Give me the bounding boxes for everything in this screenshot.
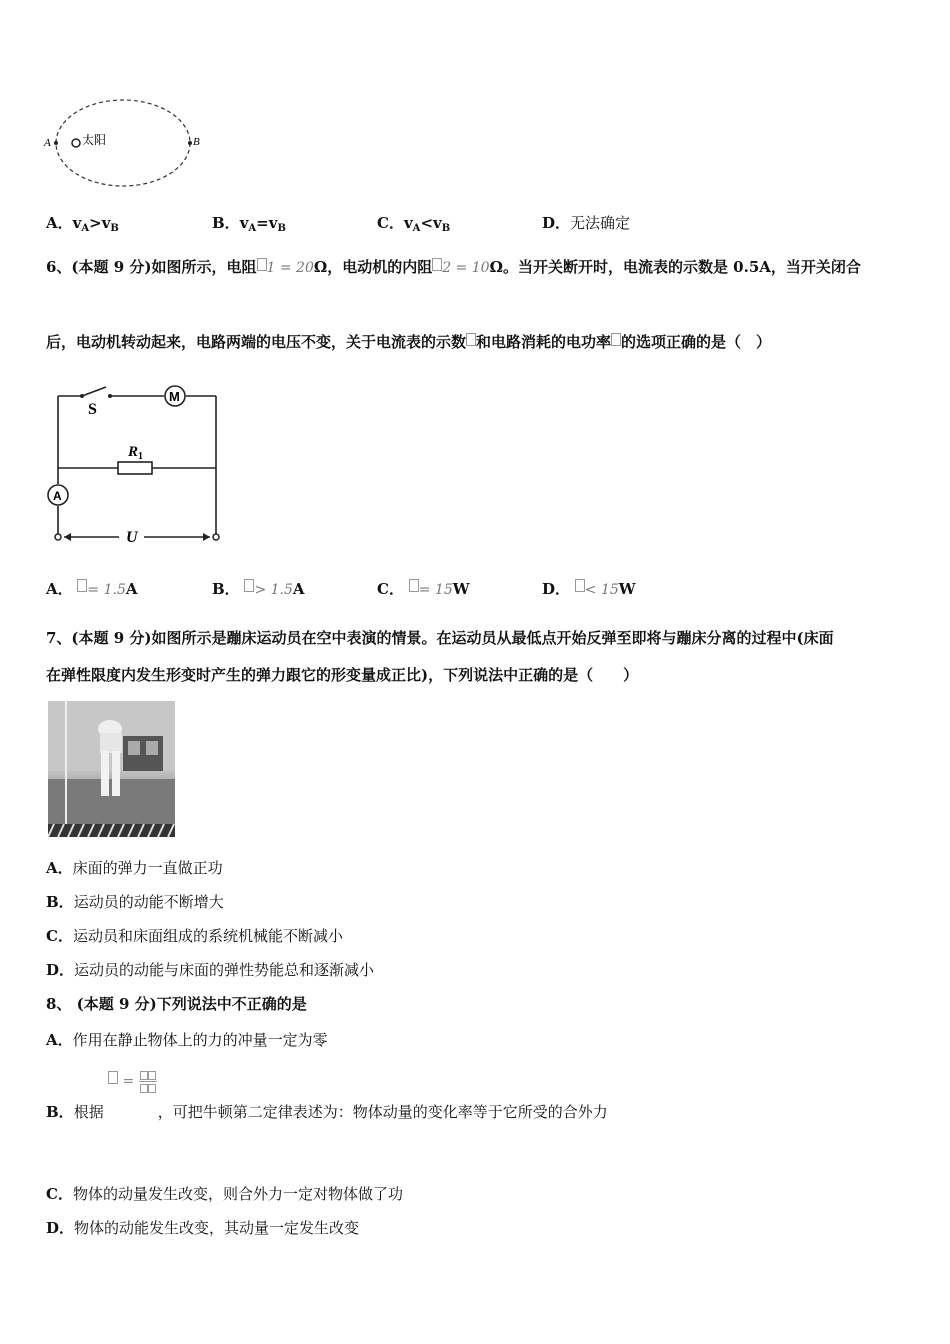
point-a-dot	[54, 141, 58, 145]
q6-option-d[interactable]: D． < 15W	[542, 580, 636, 598]
q6-stem-line2: 后，电动机转动起来，电路两端的电压不变，关于电流表的示数 和电路消耗的电功率 的选项正确的是（ ）	[46, 333, 772, 351]
q8-option-c[interactable]: C．物体的动量发生改变，则合外力一定对物体做了功	[46, 1185, 403, 1203]
q7-option-c[interactable]: C．运动员和床面组成的系统机械能不断减小	[46, 927, 343, 945]
q8-option-b[interactable]: B．根据 ，可把牛顿第二定律表述为：物体动量的变化率等于它所受的合外力	[46, 1103, 608, 1121]
q7-option-a[interactable]: A．床面的弹力一直做正功	[46, 859, 223, 877]
q6-option-b[interactable]: B． > 1.5A	[212, 580, 305, 598]
q8-formula: =	[108, 1070, 157, 1093]
switch-label: S	[88, 401, 97, 418]
q8-option-d[interactable]: D．物体的动能发生改变，其动量一定发生改变	[46, 1219, 360, 1237]
p-symbol-icon	[575, 579, 585, 592]
q6-stem-line1: 6、(本题 9 分)如图所示，电阻 1 = 20Ω，电动机的内阻 2 = 10Ω。当开关断开时，电流表的示数是 0.5A，当开关闭合	[46, 258, 861, 276]
voltage-label: U	[126, 529, 138, 546]
power-symbol-icon	[611, 333, 621, 346]
q8-stem: 8、 (本题 9 分)下列说法中不正确的是	[46, 995, 307, 1013]
i-symbol-icon	[77, 579, 87, 592]
sun-label: 太阳	[82, 133, 107, 147]
r1-symbol-icon	[257, 258, 267, 271]
q5-option-d[interactable]: D．无法确定	[542, 214, 631, 232]
circuit-diagram	[44, 380, 229, 550]
q6-option-a[interactable]: A． = 1.5A	[46, 580, 138, 598]
q5-option-a[interactable]: A．$v_A>v_B$	[46, 214, 119, 234]
label-a: A	[44, 137, 51, 149]
f-symbol-icon	[108, 1071, 118, 1084]
fraction-icon	[139, 1070, 157, 1093]
q8-option-a[interactable]: A．作用在静止物体上的力的冲量一定为零	[46, 1031, 328, 1049]
label-b: B	[193, 136, 200, 148]
q7-stem-line2: 在弹性限度内发生形变时产生的弹力跟它的形变量成正比)，下列说法中正确的是（ ）	[46, 666, 639, 684]
orbit-figure	[40, 95, 210, 195]
ammeter-label: A	[53, 489, 62, 503]
q5-option-b[interactable]: B．$v_A=v_B$	[212, 214, 286, 234]
q6-option-c[interactable]: C． = 15W	[377, 580, 470, 598]
sun-icon	[72, 139, 80, 147]
orbit-ellipse	[56, 100, 190, 186]
p-symbol-icon	[409, 579, 419, 592]
q7-option-d[interactable]: D．运动员的动能与床面的弹性势能总和逐渐减小	[46, 961, 375, 979]
point-b-dot	[188, 141, 192, 145]
q7-option-b[interactable]: B．运动员的动能不断增大	[46, 893, 224, 911]
resistor-label: $R_1$	[128, 444, 144, 462]
i-symbol-icon	[244, 579, 254, 592]
r2-symbol-icon	[432, 258, 442, 271]
motor-label: M	[169, 389, 180, 404]
trampoline-photo-content	[48, 701, 175, 837]
q5-option-c[interactable]: C．$v_A<v_B$	[377, 214, 451, 234]
q7-stem-line1: 7、(本题 9 分)如图所示是蹦床运动员在空中表演的情景。在运动员从最低点开始反弹至即将与蹦床分离的过程中(床面	[46, 629, 834, 647]
current-symbol-icon	[466, 333, 476, 346]
trampoline-photo	[48, 701, 175, 837]
